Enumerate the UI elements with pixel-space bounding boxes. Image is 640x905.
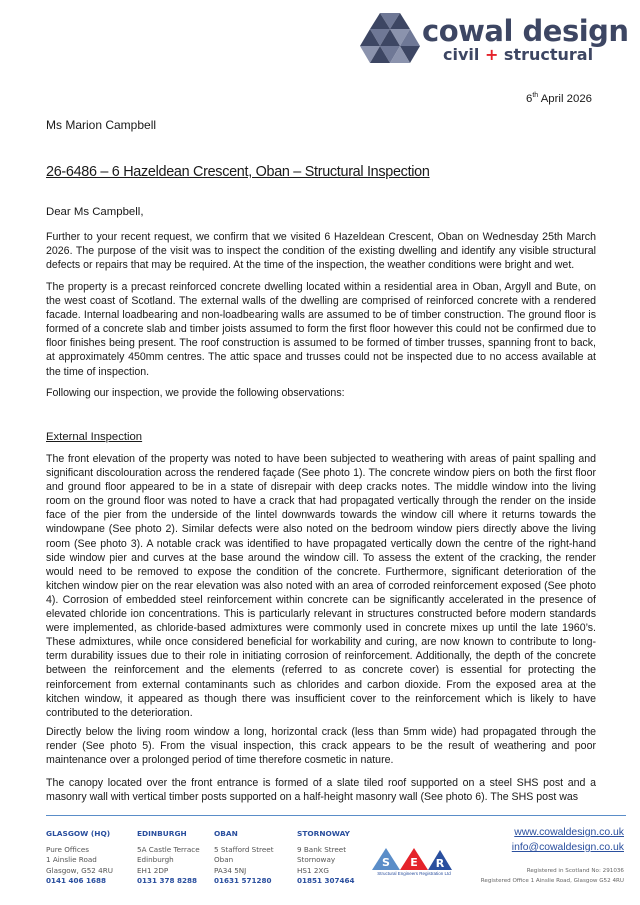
crack-paragraph: Directly below the living room window a long, horizontal crack (less than 5mm wide) had propagated through the render (See photo 5). From the visual inspection, this crack appears to be the result of weathering and poor maintenance over a prolonged period of time therefore cosmetic in nature. <box>46 726 596 767</box>
office-name: STORNOWAY <box>297 829 350 838</box>
ser-letter-r: R <box>435 857 445 870</box>
email-link[interactable]: info@cowaldesign.co.uk <box>511 842 624 853</box>
ser-logo <box>372 848 454 882</box>
office-address-line: 1 Ainslie Road <box>46 855 97 865</box>
property-paragraph: The property is a precast reinforced concrete dwelling located within a residential area in Oban, Argyll and Bute, on the west coast of Scotland. The external walls of the dwelling are comprised of reinforced concrete with a rendered facade. Internal loadbearing and non-loadbearing walls are assumed to be of timber construction. The ground floor is formed of a concrete slab and timber joists assumed to form the first floor however this could not be confirmed due to floor finishes being present. The roof construction is assumed to be formed of timber trusses, spanning front to back, at approximately 450mm centres. The attic space and trusses could not be inspected due to no access available at the time of inspection. <box>46 281 596 378</box>
canopy-paragraph: The canopy located over the front entrance is formed of a slate tiled roof supported on a steel SHS post and a masonry wall with vertical timber posts supported on a half-height masonry wall (See photo 6). The SHS post was <box>46 777 596 804</box>
office-address-line: 9 Bank Street <box>297 844 347 854</box>
website-link[interactable]: www.cowaldesign.co.uk <box>514 827 624 838</box>
office-address-line: Pure Offices <box>46 844 89 854</box>
registration-number: Registered in Scotland No: 291036 <box>526 868 624 874</box>
brand-tagline <box>443 45 593 64</box>
office-edinburgh <box>137 829 200 887</box>
intro-paragraph: Further to your recent request, we confirm that we visited 6 Hazeldean Crescent, Oban on Wednesday 25th March 2026. The purpose of the visit was to inspect the condition of the existing dwelling and identify any visible structural defects or repairs that may be required. At the time of the inspection, the weather conditions were bright and wet. <box>46 231 596 272</box>
office-address-line: EH1 2DP <box>137 865 169 875</box>
office-phone[interactable]: 01851 307464 <box>297 876 355 886</box>
office-address-line: 5 Stafford Street <box>214 844 274 854</box>
office-phone[interactable]: 0131 378 8288 <box>137 876 198 886</box>
ser-letter-e: E <box>410 856 418 869</box>
tagline-plus: + <box>484 45 499 64</box>
ser-letter-s: S <box>382 856 390 869</box>
office-phone[interactable]: 0141 406 1688 <box>46 876 107 886</box>
office-address-line: Edinburgh <box>137 855 174 865</box>
registered-office: Registered Office 1 Ainslie Road, Glasgow G52 4RU <box>480 878 624 884</box>
date-month-year: April 2026 <box>538 92 592 105</box>
office-oban <box>214 829 274 887</box>
tagline-structural: structural <box>498 45 594 64</box>
section-heading-external-inspection: External Inspection <box>46 431 143 443</box>
company-logo <box>360 12 629 66</box>
office-address-line: PA34 5NJ <box>214 865 247 875</box>
office-name: EDINBURGH <box>137 829 187 838</box>
date-day: 6 <box>525 92 533 105</box>
office-address-line: Stornoway <box>297 855 336 865</box>
office-address-line: Oban <box>214 855 234 865</box>
office-address-line: 5A Castle Terrace <box>137 844 200 854</box>
triangle-mosaic-icon <box>360 12 420 64</box>
observations-intro: Following our inspection, we provide the following observations: <box>46 387 345 399</box>
office-name: GLASGOW (HQ) <box>46 829 111 838</box>
office-stornoway <box>297 829 355 887</box>
office-name: OBAN <box>214 829 238 838</box>
office-address-line: HS1 2XG <box>297 865 329 875</box>
external-inspection-paragraph: The front elevation of the property was noted to have been subjected to weathering with areas of paint spalling and significant discolouration across the rendered façade (See photo 1). The concrete window piers on both the first floor and ground floor appeared to be in a state of disrepair with deep cracks notes. The middle window into the living room on the ground floor was noted to have a crack that had propagated vertically through the render on the inside face of the pier from the underside of the lintel downwards towards the window cill where it returns towards the windowpane (See photo 2). Similar defects were also noted on the bedroom window piers directly above the living room (See photo 3). A notable crack was identified to have propagated vertically down the centre of the right-hand side window pier and curves at the base around the window cill. To assess the extent of the cracking, the render would need to be removed to expose the condition of the concrete. Furthermore, significant deterioration of the kitchen window pier on the rear elevation was also noted with an area of corroded reinforcement exposed (See photo 4). Corrosion of embedded steel reinforcement within concrete can be significantly accelerated in the presence of elevated chloride ion concentrations. This is particularly relevant in structures constructed before modern standards were implemented, as chloride-based admixtures were commonly used in concrete mixes up until the late 1960’s. These admixtures, while once considered beneficial for workability and curing, are now known to contribute to long-term durability issues due to their role in initiating corrosion of reinforcement. Additionally, the depth of the concrete between the reinforcement and the elements (referred to as concrete cover) is essential for protecting the reinforcement from external contaminants such as chlorides and carbon dioxide. From the exposed area at the kitchen window, it appeared as though there was insufficient cover to the reinforcement which is likely to have contributed to the deterioration. <box>46 453 596 719</box>
letter-date <box>526 92 592 105</box>
office-address-line: Glasgow, G52 4RU <box>46 865 113 875</box>
ser-caption: Structural Engineers Registration Ltd <box>377 871 451 876</box>
brand-name: cowal design <box>422 14 629 48</box>
salutation: Dear Ms Campbell, <box>46 206 144 218</box>
office-glasgow <box>46 829 113 887</box>
date-suffix: th <box>532 92 539 99</box>
office-phone[interactable]: 01631 571280 <box>214 876 272 886</box>
footer-divider <box>46 815 626 816</box>
recipient-name: Ms Marion Campbell <box>46 118 157 132</box>
tagline-civil: civil <box>443 45 485 64</box>
letter-subject: 26-6486 – 6 Hazeldean Crescent, Oban – Structural Inspection <box>46 164 430 180</box>
